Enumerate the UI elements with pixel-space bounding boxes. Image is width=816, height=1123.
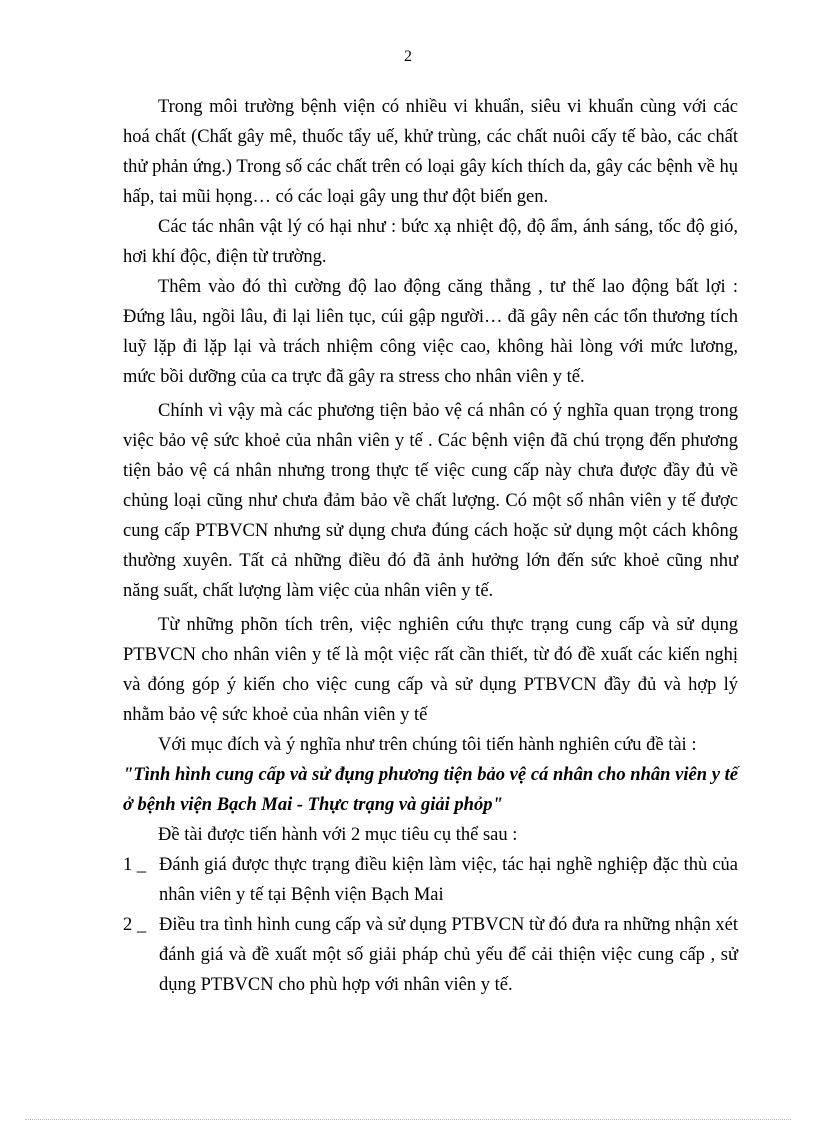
objective-text: Điều tra tình hình cung cấp và sử dụng PTBVCN từ đó đưa ra những nhận xét đánh giá và đề xuất một số giải pháp chủ yếu để cải thiện việc cung cấp , sử dụng PTBVCN cho phù hợp với nhân viên y tế.	[159, 915, 738, 995]
paragraph-ppe-importance: Chính vì vậy mà các phương tiện bảo vệ cá nhân có ý nghĩa quan trọng trong việc bảo vệ sức khoẻ của nhân viên y tế . Các bệnh viện đã chú trọng đến phương tiện bảo vệ cá nhân nhưng trong thực tế việc cung cấp này chưa được đầy đủ về chủng loại cũng như chưa đảm bảo về chất lượng. Có một số nhân viên y tế được cung cấp PTBVCN nhưng sử dụng chưa đúng cách hoặc sử dụng một cách không thường xuyên. Tất cả những điều đó đã ảnh hưởng lớn đến sức khoẻ cũng như năng suất, chất lượng làm việc của nhân viên y tế.	[123, 401, 738, 601]
paragraph-research-need: Từ những phõn tích trên, việc nghiên cứu thực trạng cung cấp và sử dụng PTBVCN cho nhân viên y tế là một việc rất cần thiết, từ đó đề xuất các kiến nghị và đóng góp ý kiến cho việc cung cấp và sử dụng PTBVCN đầy đủ và hợp lý nhằm bảo vệ sức khoẻ của nhân viên y tế	[123, 615, 738, 725]
paragraph-hospital-hazards: Trong môi trường bệnh viện có nhiều vi khuẩn, siêu vi khuẩn cùng với các hoá chất (Chất gây mê, thuốc tẩy uế, khử trùng, các chất nuôi cấy tế bào, các chất thử phản ứng.) Trong số các chất trên có loại gây kích thích da, gây các bệnh về hụ hấp, tai mũi họng… có các loại gây ung thư đột biến gen.	[123, 97, 738, 207]
paragraph-physical-agents: Các tác nhân vật lý có hại như : bức xạ nhiệt độ, độ ẩm, ánh sáng, tốc độ gió, hơi khí độc, điện từ trường.	[123, 217, 738, 267]
paragraph-research-intro: Với mục đích và ý nghĩa như trên chúng tôi tiến hành nghiên cứu đề tài :	[158, 735, 697, 755]
objective-number: 1 _	[123, 855, 147, 875]
page-bottom-divider	[25, 1119, 791, 1120]
paragraph-work-intensity: Thêm vào đó thì cường độ lao động căng thẳng , tư thế lao động bất lợi : Đứng lâu, ngồi lâu, đi lại liên tục, cúi gập người… đã gây nên các tổn thương tích luỹ lặp đi lặp lại và trách nhiệm công việc cao, không hài lòng với mức lương, mức bồi dưỡng của ca trực đã gây ra stress cho nhân viên y tế.	[123, 277, 738, 387]
page-number: 2	[404, 48, 412, 65]
document-body	[123, 92, 738, 1000]
objective-item-1	[123, 850, 738, 910]
objective-text: Đánh giá được thực trạng điều kiện làm việc, tác hại nghề nghiệp đặc thù của nhân viên y tế tại Bệnh viện Bạch Mai	[159, 855, 738, 905]
paragraph-objectives-intro: Đề tài được tiến hành với 2 mục tiêu cụ thể sau :	[158, 825, 518, 845]
objective-number: 2 _	[123, 915, 147, 935]
research-title: "Tình hình cung cấp và sử đụng phương tiện bảo vệ cá nhân cho nhân viên y tế ở bệnh viện Bạch Mai - Thực trạng và giải phỏp"	[123, 765, 738, 815]
objective-item-2	[123, 910, 738, 1000]
